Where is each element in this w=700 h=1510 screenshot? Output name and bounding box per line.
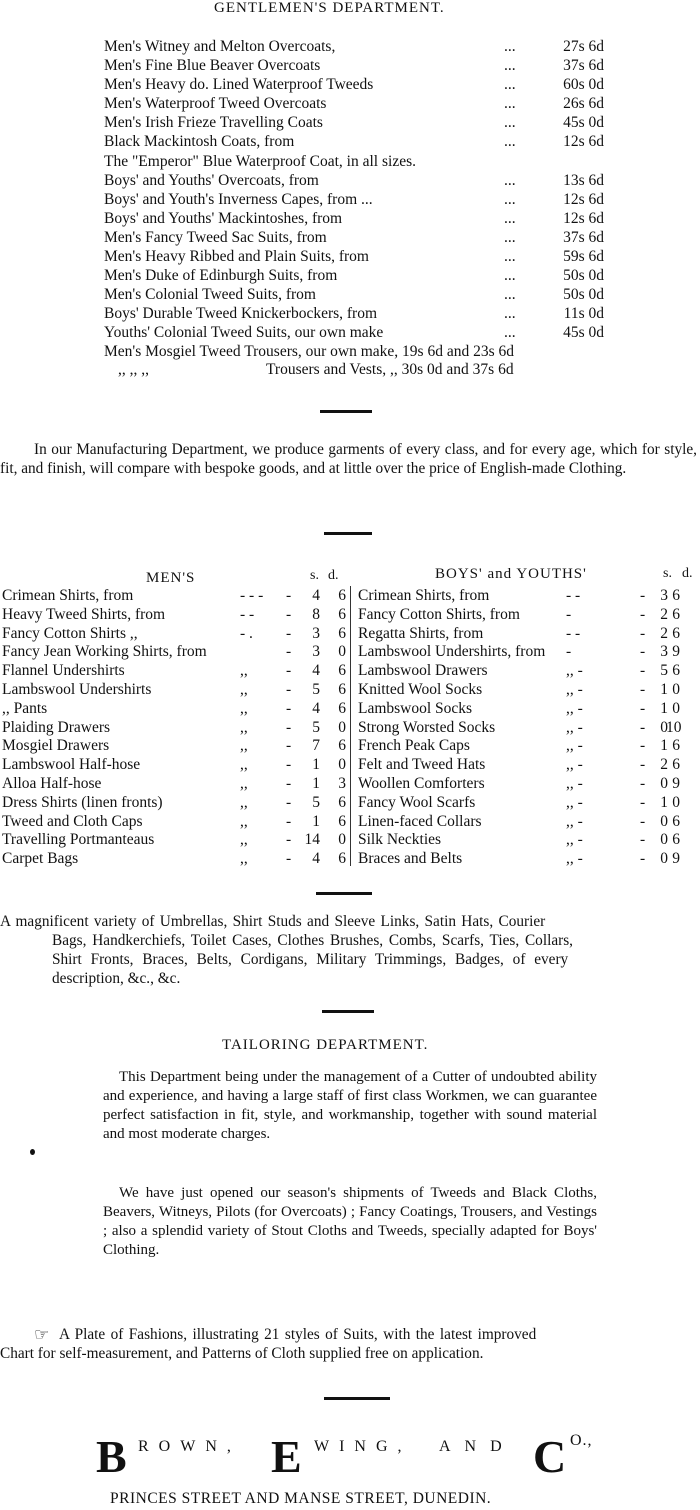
boys-price-shillings: 0: [660, 812, 668, 830]
leader-dots: ...: [504, 114, 516, 131]
mens-item-name: Flannel Undershirts: [2, 662, 125, 680]
mens-per-mark: ,,: [240, 681, 248, 698]
mens-row: [2, 813, 348, 832]
leader-dash: -: [286, 718, 292, 736]
mosgiel-trousers-vests-line: Trousers and Vests, ,, 30s 0d and 37s 6d: [266, 361, 514, 378]
mens-row: [2, 756, 348, 775]
boys-price-pence: 9: [672, 775, 680, 792]
leader-dash: -: [286, 643, 292, 661]
boys-price-pence: 6: [672, 624, 680, 642]
brand-initial-e: E: [271, 1431, 302, 1482]
boys-price-shillings: 1: [660, 681, 668, 698]
leader-dash: -: [286, 699, 292, 717]
gentlemen-item-name: Men's Witney and Melton Overcoats,: [104, 38, 336, 55]
gentlemen-item-row: [104, 286, 604, 305]
boys-price-pence: 10: [666, 718, 682, 736]
mens-price-shillings: 1: [312, 812, 320, 830]
gentlemen-item-price: 59s 6d: [563, 248, 604, 265]
mens-price-shillings: 14: [304, 831, 320, 849]
leader-dots: ...: [504, 133, 516, 150]
mens-price-pence: 6: [338, 605, 346, 623]
mens-price-pence: 0: [338, 756, 346, 774]
gentlemen-item-price: 11s 0d: [563, 305, 604, 322]
mens-price-shillings: 8: [312, 605, 320, 623]
leader-dash: -: [640, 624, 646, 642]
leader-dash: -: [640, 850, 646, 868]
boys-row: [358, 662, 682, 681]
mens-price-pence: 6: [338, 699, 346, 717]
mosgiel-ditto-marks: ,, ,, ,,: [118, 361, 149, 378]
boys-heading: BOYS' and YOUTHS': [435, 566, 587, 582]
leader-dots: ...: [504, 76, 516, 93]
boys-item-name: Braces and Belts: [358, 850, 463, 868]
boys-item-name: Crimean Shirts, from: [358, 587, 490, 604]
mens-item-name: Alloa Half-hose: [2, 775, 102, 792]
boys-per-mark: ,, -: [566, 756, 583, 774]
leader-dash: -: [286, 812, 292, 830]
boys-price-pence: 6: [672, 662, 680, 680]
gentlemen-item-row: [104, 248, 604, 267]
leader-dots: ...: [504, 38, 516, 55]
boys-item-name: Lambswool Socks: [358, 699, 473, 717]
mens-price-pence: 0: [338, 643, 346, 661]
mens-price-shillings: 4: [312, 587, 320, 604]
address-line: PRINCES STREET AND MANSE STREET, DUNEDIN.: [110, 1490, 492, 1507]
gentlemen-item-price: 60s 0d: [563, 76, 604, 93]
boys-price-shillings: 3: [660, 587, 668, 604]
mens-per-mark: ,,: [240, 699, 248, 717]
gentlemen-item-row: [104, 38, 604, 57]
mens-per-mark: ,,: [240, 737, 248, 755]
mens-price-shillings: 1: [312, 775, 320, 792]
mens-price-shillings: 5: [312, 718, 320, 736]
mens-per-mark: - - -: [240, 587, 264, 604]
gentlemen-item-name: Boys' Durable Tweed Knickerbockers, from: [104, 305, 378, 322]
mens-row: [2, 850, 348, 869]
gentlemen-item-price: 37s 6d: [563, 57, 604, 74]
leader-dots: ...: [504, 191, 516, 208]
tailoring-paragraph-1: This Department being under the management of a Cutter of undoubted ability and experience, and having a large staff of first class Workmen, we can guarantee perfect satisfaction in fit, style, and workmanship, together with sound material and most moderate charges.: [103, 1069, 597, 1142]
leader-dash: -: [640, 737, 646, 755]
mens-row: [2, 794, 348, 813]
leader-dash: -: [640, 587, 646, 604]
mens-price-shillings: 5: [312, 681, 320, 698]
mens-price-pence: 6: [338, 662, 346, 680]
gentlemen-item-row: [104, 229, 604, 248]
leader-dots: ...: [504, 57, 516, 74]
boys-col-d: d.: [682, 566, 693, 581]
leader-dash: -: [286, 681, 292, 698]
mens-price-shillings: 4: [312, 699, 320, 717]
plate-line-2: Chart for self-measurement, and Patterns of Cloth supplied free on application.: [0, 1345, 484, 1362]
leader-dash: -: [286, 624, 292, 642]
gentlemen-item-price: 37s 6d: [563, 229, 604, 246]
gentlemen-item-row: [104, 172, 604, 191]
mens-col-s: s.: [310, 568, 319, 583]
boys-price-shillings: 1: [660, 699, 668, 717]
mens-row: [2, 700, 348, 719]
leader-dots: ...: [504, 172, 516, 189]
boys-per-mark: ,, -: [566, 812, 583, 830]
gentlemen-item-price: 45s 0d: [563, 324, 604, 341]
leader-dots: ...: [504, 286, 516, 303]
brand-initial-b: B: [96, 1431, 127, 1482]
boys-item-name: Fancy Wool Scarfs: [358, 793, 476, 811]
boys-item-name: Knitted Wool Socks: [358, 681, 483, 698]
boys-item-name: Linen-faced Collars: [358, 812, 482, 830]
boys-per-mark: ,, -: [566, 850, 583, 868]
boys-row: [358, 794, 682, 813]
mens-row: [2, 606, 348, 625]
mens-row: [2, 737, 348, 756]
gentlemen-item-row: [104, 57, 604, 76]
boys-item-name: Lambswool Drawers: [358, 662, 488, 680]
mens-col-d: d.: [328, 568, 339, 583]
leader-dash: -: [640, 812, 646, 830]
leader-dash: -: [640, 775, 646, 792]
gentlemen-item-price: 12s 6d: [563, 133, 604, 150]
gentlemen-item-row: [104, 76, 604, 95]
gentlemen-item-row: [104, 95, 604, 114]
gentlemen-item-price: 12s 6d: [563, 191, 604, 208]
boys-price-pence: 6: [672, 587, 680, 604]
leader-dash: -: [640, 605, 646, 623]
gentlemen-item-price: 50s 0d: [563, 267, 604, 284]
boys-item-name: Fancy Cotton Shirts, from: [358, 605, 520, 623]
mens-per-mark: - .: [240, 624, 253, 642]
mens-row: [2, 662, 348, 681]
plate-line-1: A Plate of Fashions, illustrating 21 styles of Suits, with the latest improved: [59, 1326, 537, 1343]
leader-dash: -: [286, 605, 292, 623]
mens-item-name: Dress Shirts (linen fronts): [2, 793, 163, 811]
mens-item-name: Crimean Shirts, from: [2, 587, 134, 604]
leader-dots: ...: [504, 95, 516, 112]
mens-heading: MEN'S: [146, 570, 196, 586]
mens-item-name: Fancy Jean Working Shirts, from: [2, 643, 207, 661]
mens-price-shillings: 4: [312, 850, 320, 868]
gentlemen-item-name: Youths' Colonial Tweed Suits, our own make: [104, 324, 384, 341]
boys-price-pence: 0: [672, 793, 680, 811]
boys-price-shillings: 2: [660, 624, 668, 642]
boys-per-mark: ,, -: [566, 775, 583, 792]
mens-per-mark: - -: [240, 605, 255, 623]
leader-dots: ...: [504, 210, 516, 227]
mens-price-pence: 6: [338, 793, 346, 811]
mens-price-pence: 0: [338, 831, 346, 849]
mens-price-pence: 3: [338, 775, 346, 792]
boys-item-name: Silk Neckties: [358, 831, 442, 849]
leader-dash: -: [640, 793, 646, 811]
mens-item-name: Plaiding Drawers: [2, 718, 111, 736]
leader-dash: -: [286, 831, 292, 849]
emperor-coat-line: The "Emperor" Blue Waterproof Coat, in all sizes.: [104, 153, 416, 170]
mens-row: [2, 587, 348, 606]
gentlemen-item-price: 26s 6d: [563, 95, 604, 112]
mens-per-mark: ,,: [240, 850, 248, 868]
boys-row: [358, 756, 682, 775]
gentlemen-item-row: [104, 305, 604, 324]
boys-price-shillings: 5: [660, 662, 668, 680]
boys-item-name: Lambswool Undershirts, from: [358, 643, 546, 661]
gentlemen-item-row: [104, 267, 604, 286]
mens-price-shillings: 5: [312, 793, 320, 811]
boys-price-pence: 0: [672, 699, 680, 717]
leader-dash: -: [286, 587, 292, 604]
mens-per-mark: ,,: [240, 812, 248, 830]
column-divider: [350, 586, 351, 866]
mens-price-pence: 6: [338, 812, 346, 830]
mens-price-shillings: 1: [312, 756, 320, 774]
boys-per-mark: - -: [566, 587, 581, 604]
mens-per-mark: ,,: [240, 831, 248, 849]
mens-price-shillings: 4: [312, 662, 320, 680]
mens-row: [2, 643, 348, 662]
boys-per-mark: -: [566, 605, 572, 623]
divider-rule: [324, 532, 372, 535]
gentlemen-heading: GENTLEMEN'S DEPARTMENT.: [214, 0, 445, 16]
gentlemen-item-name: Men's Waterproof Tweed Overcoats: [104, 95, 327, 112]
mens-row: [2, 775, 348, 794]
boys-per-mark: ,, -: [566, 737, 583, 755]
mens-per-mark: ,,: [240, 718, 248, 736]
mens-price-shillings: 3: [312, 643, 320, 661]
boys-price-shillings: 1: [660, 793, 668, 811]
mens-price-pence: 0: [338, 718, 346, 736]
gentlemen-item-name: Men's Heavy do. Lined Waterproof Tweeds: [104, 76, 374, 93]
boys-row: [358, 737, 682, 756]
leader-dots: ...: [504, 267, 516, 284]
boys-price-pence: 9: [672, 643, 680, 661]
gentlemen-item-name: Black Mackintosh Coats, from: [104, 133, 295, 150]
mens-price-pence: 6: [338, 624, 346, 642]
boys-price-pence: 0: [672, 681, 680, 698]
leader-dash: -: [640, 718, 646, 736]
boys-price-shillings: 0: [660, 831, 668, 849]
gentlemen-item-row: [104, 210, 604, 229]
variety-line-2: Bags, Handkerchiefs, Toilet Cases, Clothes Brushes, Combs, Scarfs, Ties, Collars,: [52, 932, 573, 949]
boys-row: [358, 719, 682, 738]
boys-item-name: Regatta Shirts, from: [358, 624, 484, 642]
boys-price-shillings: 3: [660, 643, 668, 661]
mens-price-pence: 6: [338, 681, 346, 698]
boys-row: [358, 681, 682, 700]
mens-item-name: Tweed and Cloth Caps: [2, 812, 143, 830]
boys-row: [358, 700, 682, 719]
leader-dash: -: [286, 850, 292, 868]
mens-item-name: Lambswool Undershirts: [2, 681, 152, 698]
boys-row: [358, 813, 682, 832]
boys-per-mark: ,, -: [566, 681, 583, 698]
boys-item-name: Strong Worsted Socks: [358, 718, 496, 736]
bullet-mark: [30, 1149, 35, 1155]
mens-price-pence: 6: [338, 587, 346, 604]
divider-rule: [322, 1010, 374, 1013]
boys-row: [358, 606, 682, 625]
pointing-hand-icon: ☞: [34, 1325, 50, 1345]
leader-dots: ...: [504, 305, 516, 322]
gentlemen-item-row: [104, 133, 604, 152]
divider-rule: [320, 410, 372, 413]
boys-item-name: Woollen Comforters: [358, 775, 485, 792]
divider-rule: [316, 892, 372, 895]
boys-price-pence: 6: [672, 831, 680, 849]
gentlemen-item-row: [104, 114, 604, 133]
leader-dash: -: [286, 793, 292, 811]
brand-rest-ewing: WING,: [314, 1438, 412, 1455]
brand-rest-brown: ROWN,: [138, 1438, 241, 1455]
mens-price-shillings: 7: [312, 737, 320, 755]
boys-per-mark: -: [566, 643, 572, 661]
boys-per-mark: ,, -: [566, 718, 583, 736]
gentlemen-item-name: Boys' and Youth's Inverness Capes, from ...: [104, 191, 373, 208]
leader-dash: -: [286, 756, 292, 774]
mens-item-name: Mosgiel Drawers: [2, 737, 110, 755]
mens-price-pence: 6: [338, 850, 346, 868]
tailoring-heading: TAILORING DEPARTMENT.: [222, 1037, 429, 1053]
boys-row: [358, 775, 682, 794]
brand-initial-c: C: [533, 1431, 567, 1482]
gentlemen-item-price: 13s 6d: [563, 172, 604, 189]
boys-price-pence: 9: [672, 850, 680, 868]
boys-price-pence: 6: [672, 605, 680, 623]
gentlemen-item-price: 45s 0d: [563, 114, 604, 131]
boys-price-pence: 6: [672, 812, 680, 830]
boys-price-pence: 6: [672, 756, 680, 774]
boys-row: [358, 587, 682, 606]
tailoring-paragraph-2: We have just opened our season's shipments of Tweeds and Black Cloths, Beavers, Witneys, Pilots (for Overcoats) ; Fancy Coatings, Trousers, and Vestings ; also a splendid variety of Stout Cloths and Tweeds, specially adapted for Boys' Clothing.: [103, 1185, 597, 1258]
boys-per-mark: ,, -: [566, 793, 583, 811]
mens-row: [2, 625, 348, 644]
gentlemen-item-name: Men's Heavy Ribbed and Plain Suits, from: [104, 248, 369, 265]
mens-item-name: Carpet Bags: [2, 850, 79, 868]
mens-per-mark: ,,: [240, 775, 248, 792]
leader-dash: -: [640, 662, 646, 680]
boys-price-pence: 6: [672, 737, 680, 755]
mens-price-shillings: 3: [312, 624, 320, 642]
leader-dash: -: [286, 737, 292, 755]
mens-item-name: Fancy Cotton Shirts ,,: [2, 624, 138, 642]
boys-price-shillings: 0: [660, 718, 668, 736]
gentlemen-item-row: [104, 324, 604, 343]
divider-rule: [324, 1397, 390, 1400]
leader-dash: -: [640, 756, 646, 774]
leader-dash: -: [286, 662, 292, 680]
boys-price-shillings: 1: [660, 737, 668, 755]
boys-price-shillings: 2: [660, 756, 668, 774]
boys-item-name: Felt and Tweed Hats: [358, 756, 486, 774]
leader-dash: -: [286, 775, 292, 792]
boys-per-mark: ,, -: [566, 662, 583, 680]
leader-dash: -: [640, 699, 646, 717]
gentlemen-item-name: Men's Irish Frieze Travelling Coats: [104, 114, 323, 131]
mens-row: [2, 831, 348, 850]
leader-dots: ...: [504, 324, 516, 341]
boys-item-name: French Peak Caps: [358, 737, 470, 755]
boys-row: [358, 831, 682, 850]
boys-per-mark: ,, -: [566, 699, 583, 717]
brand-rest-co: O.,: [570, 1432, 593, 1449]
boys-row: [358, 643, 682, 662]
mosgiel-trousers-line: Men's Mosgiel Tweed Trousers, our own make, 19s 6d and 23s 6d: [104, 343, 515, 360]
boys-col-s: s.: [663, 566, 672, 581]
variety-line-4: description, &c., &c.: [52, 970, 181, 987]
mens-price-pence: 6: [338, 737, 346, 755]
mens-item-name: ,, Pants: [2, 699, 48, 717]
leader-dash: -: [640, 681, 646, 698]
leader-dots: ...: [504, 229, 516, 246]
gentlemen-item-price: 50s 0d: [563, 286, 604, 303]
gentlemen-item-row: [104, 191, 604, 210]
mens-per-mark: ,,: [240, 756, 248, 774]
boys-per-mark: - -: [566, 624, 581, 642]
variety-line-1: A magnificent variety of Umbrellas, Shirt Studs and Sleeve Links, Satin Hats, Courier: [0, 913, 546, 930]
gentlemen-item-name: Men's Fancy Tweed Sac Suits, from: [104, 229, 327, 246]
brand-and: AND: [439, 1438, 516, 1455]
leader-dash: -: [640, 831, 646, 849]
boys-per-mark: ,, -: [566, 831, 583, 849]
gentlemen-item-name: Men's Duke of Edinburgh Suits, from: [104, 267, 338, 284]
leader-dash: -: [640, 643, 646, 661]
boys-price-shillings: 0: [660, 775, 668, 792]
gentlemen-item-name: Men's Fine Blue Beaver Overcoats: [104, 57, 321, 74]
mens-item-name: Heavy Tweed Shirts, from: [2, 605, 166, 623]
mens-row: [2, 719, 348, 738]
gentlemen-item-name: Boys' and Youths' Overcoats, from: [104, 172, 319, 189]
mens-item-name: Travelling Portmanteaus: [2, 831, 155, 849]
boys-row: [358, 850, 682, 869]
variety-line-3: Shirt Fronts, Braces, Belts, Cordigans, Military Trimmings, Badges, of every: [52, 951, 569, 968]
mens-per-mark: ,,: [240, 662, 248, 680]
boys-row: [358, 625, 682, 644]
mens-row: [2, 681, 348, 700]
manufacturing-paragraph: In our Manufacturing Department, we produce garments of every class, and for every age, which for style, fit, and finish, will compare with bespoke goods, and at little over the price of English-made Clothing.: [0, 441, 697, 477]
boys-price-shillings: 2: [660, 605, 668, 623]
gentlemen-item-name: Boys' and Youths' Mackintoshes, from: [104, 210, 343, 227]
mens-per-mark: ,,: [240, 793, 248, 811]
gentlemen-item-name: Men's Colonial Tweed Suits, from: [104, 286, 316, 303]
gentlemen-item-price: 27s 6d: [563, 38, 604, 55]
gentlemen-item-price: 12s 6d: [563, 210, 604, 227]
leader-dots: ...: [504, 248, 516, 265]
boys-price-shillings: 0: [660, 850, 668, 868]
mens-item-name: Lambswool Half-hose: [2, 756, 141, 774]
